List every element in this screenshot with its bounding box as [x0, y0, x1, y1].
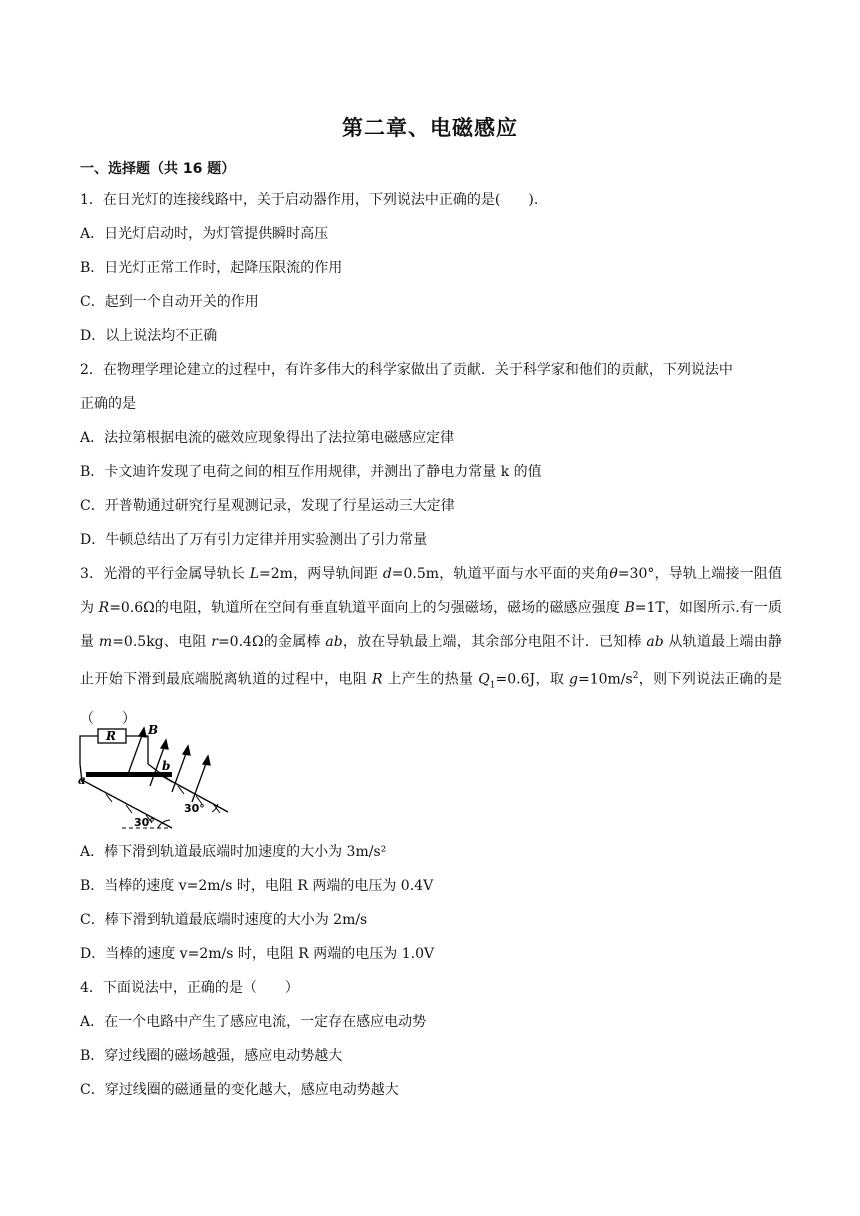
incline-rail-diagram: [78, 720, 238, 832]
label-R: R: [106, 729, 116, 743]
label-b: b: [162, 759, 171, 773]
question-2-option-d: D．牛顿总结出了万有引力定律并用实验测出了引力常量: [80, 532, 428, 548]
question-3-option-a: A．棒下滑到轨道最底端时加速度的大小为 3m/s²: [80, 844, 387, 860]
chapter-title: 第二章、电磁感应: [342, 116, 518, 140]
question-3-option-c: C．棒下滑到轨道最底端时速度的大小为 2m/s: [80, 912, 368, 928]
question-1-option-b: B．日光灯正常工作时，起降压限流的作用: [80, 260, 343, 276]
question-4-stem: 4．下面说法中，正确的是（ ）: [80, 980, 299, 996]
question-1-option-a: A．日光灯启动时，为灯管提供瞬时高压: [80, 226, 329, 242]
question-4-option-b: B．穿过线圈的磁场越强，感应电动势越大: [80, 1048, 343, 1064]
label-angle-rail: 30°: [184, 802, 205, 815]
question-2-option-c: C．开普勒通过研究行星观测记录，发现了行星运动三大定律: [80, 498, 455, 514]
question-1-option-d: D．以上说法均不正确: [80, 328, 218, 344]
question-2-stem-line2: 正确的是: [80, 396, 136, 412]
question-2-option-a: A．法拉第根据电流的磁效应现象得出了法拉第电磁感应定律: [80, 430, 455, 446]
question-1-option-c: C．起到一个自动开关的作用: [80, 294, 259, 310]
section-heading: 一、选择题（共 16 题）: [80, 161, 236, 177]
label-angle-base: 30°: [134, 816, 155, 829]
question-2-option-b: B．卡文迪许发现了电荷之间的相互作用规律，并测出了静电力常量 k 的值: [80, 464, 542, 480]
label-B: B: [148, 723, 159, 737]
question-2-stem-line1: 2．在物理学理论建立的过程中，有许多伟大的科学家做出了贡献．关于科学家和他们的贡献，下列说法中: [80, 362, 733, 378]
question-4-option-c: C．穿过线圈的磁通量的变化越大，感应电动势越大: [80, 1082, 399, 1098]
question-4-option-a: A．在一个电路中产生了感应电流，一定存在感应电动势: [80, 1014, 427, 1030]
question-3-option-b: B．当棒的速度 v=2m/s 时，电阻 R 两端的电压为 0.4V: [80, 878, 434, 894]
question-3-stem: 3．光滑的平行金属导轨长 L=2m，两导轨间距 d=0.5m，轨道平面与水平面的夹角θ=30°，导轨上端接一阻值为 R=0.6Ω的电阻，轨道所在空间有垂直轨道平面向上的匀强磁场，磁场的磁感应强度 B=1T，如图所示.有一质量 m=0.5kg、电阻 r=0.4Ω的金属棒 ab，放在导轨最上端，其余部分电阻不计．已知棒 ab 从轨道最上端由静止开始下滑到最底端脱离轨道的过程中，电阻 R 上产生的热量 $Q_1=0.6J$，取 $g=10m/s^2$，则下列说法正确的是（ ）: [80, 566, 783, 728]
label-a: a: [78, 773, 86, 787]
question-3-option-d: D．当棒的速度 v=2m/s 时，电阻 R 两端的电压为 1.0V: [80, 946, 435, 962]
question-1-stem: 1．在日光灯的连接线路中，关于启动器作用，下列说法中正确的是( ).: [80, 192, 539, 208]
